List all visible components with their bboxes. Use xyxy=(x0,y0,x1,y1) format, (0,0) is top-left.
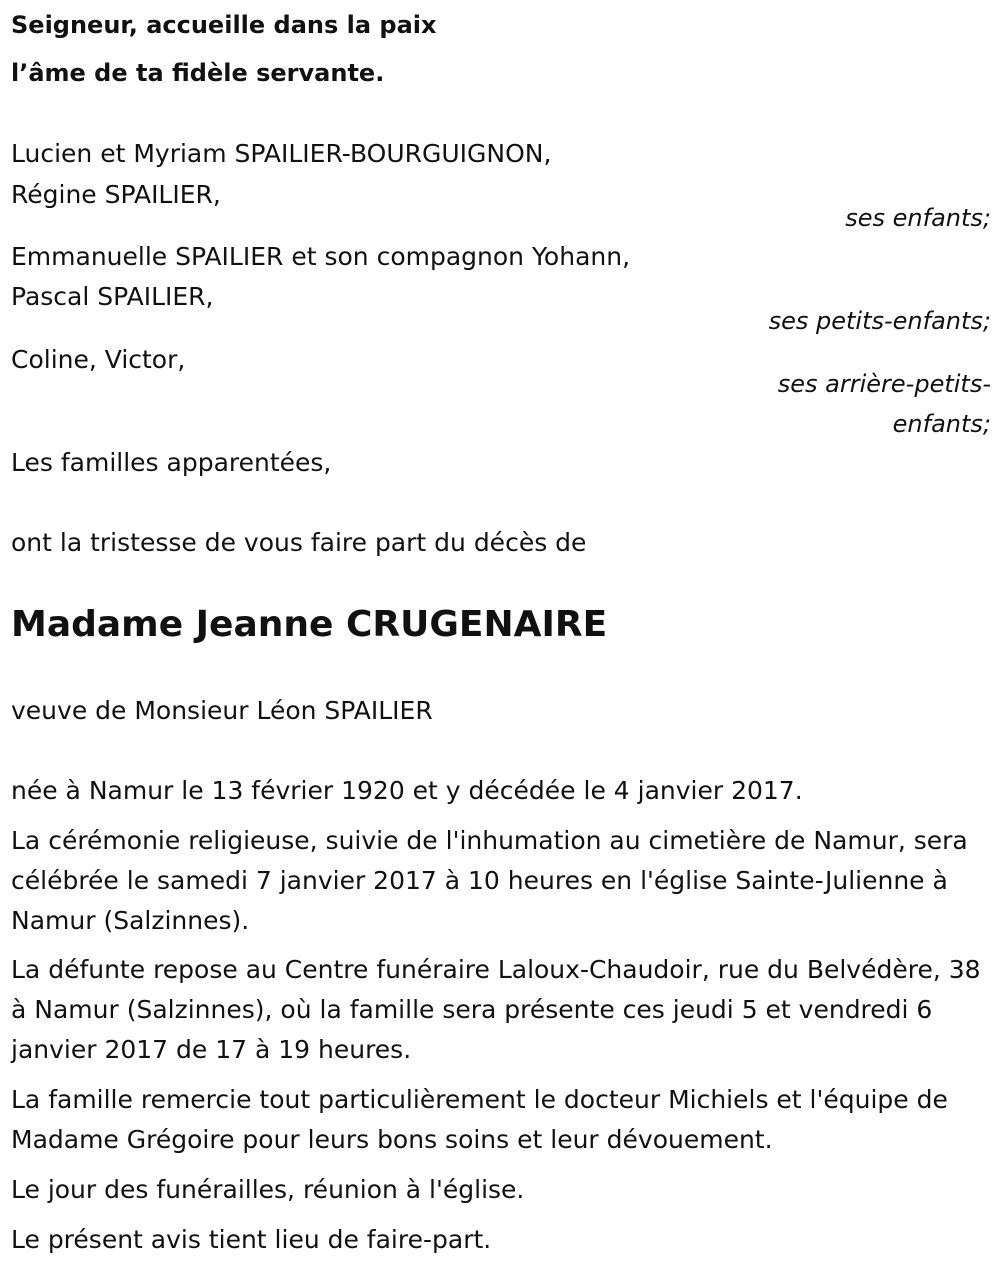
obituary-notice xyxy=(11,0,991,1275)
grandchildren-role: ses petits-enfants; xyxy=(768,307,991,335)
notice-paragraph: Le présent avis tient lieu de faire-part. xyxy=(11,1225,492,1254)
grandchildren-line-1: Emmanuelle SPAILIER et son compagnon Yohann, xyxy=(11,242,631,271)
birth-death-dates: née à Namur le 13 février 1920 et y décédée le 4 janvier 2017. xyxy=(11,776,803,805)
ceremony-paragraph: La cérémonie religieuse, suivie de l'inhumation au cimetière de Namur, sera célébrée le samedi 7 janvier 2017 à 10 heures en l'église Sainte-Julienne à Namur (Salzinnes). xyxy=(11,826,968,935)
greatgrandchildren-role-part-2: enfants; xyxy=(892,410,991,438)
greatgrandchildren-line: Coline, Victor, xyxy=(11,345,186,374)
widow-of: veuve de Monsieur Léon SPAILIER xyxy=(11,696,433,725)
deceased-name: Madame Jeanne CRUGENAIRE xyxy=(11,604,608,645)
grandchildren-line-2: Pascal SPAILIER, xyxy=(11,282,214,311)
rest-place-paragraph: La défunte repose au Centre funéraire Laloux-Chaudoir, rue du Belvédère, 38 à Namur (Salzinnes), où la famille sera présente ces jeudi 5 et vendredi 6 janvier 2017 de 17 à 19 heures. xyxy=(11,955,981,1064)
greatgrandchildren-role-part-1: ses arrière-petits- xyxy=(777,370,991,398)
gathering-paragraph: Le jour des funérailles, réunion à l'église. xyxy=(11,1175,525,1204)
prayer-line-1: Seigneur, accueille dans la paix xyxy=(11,11,437,39)
announcement-intro: ont la tristesse de vous faire part du décès de xyxy=(11,528,587,557)
prayer-line-2: l’âme de ta fidèle servante. xyxy=(11,59,385,87)
children-line-2: Régine SPAILIER, xyxy=(11,180,221,209)
relatives-line: Les familles apparentées, xyxy=(11,448,332,477)
thanks-paragraph: La famille remercie tout particulièrement le docteur Michiels et l'équipe de Madame Grégoire pour leurs bons soins et leur dévouement. xyxy=(11,1085,948,1154)
children-line-1: Lucien et Myriam SPAILIER-BOURGUIGNON, xyxy=(11,139,552,168)
children-role: ses enfants; xyxy=(845,204,991,232)
